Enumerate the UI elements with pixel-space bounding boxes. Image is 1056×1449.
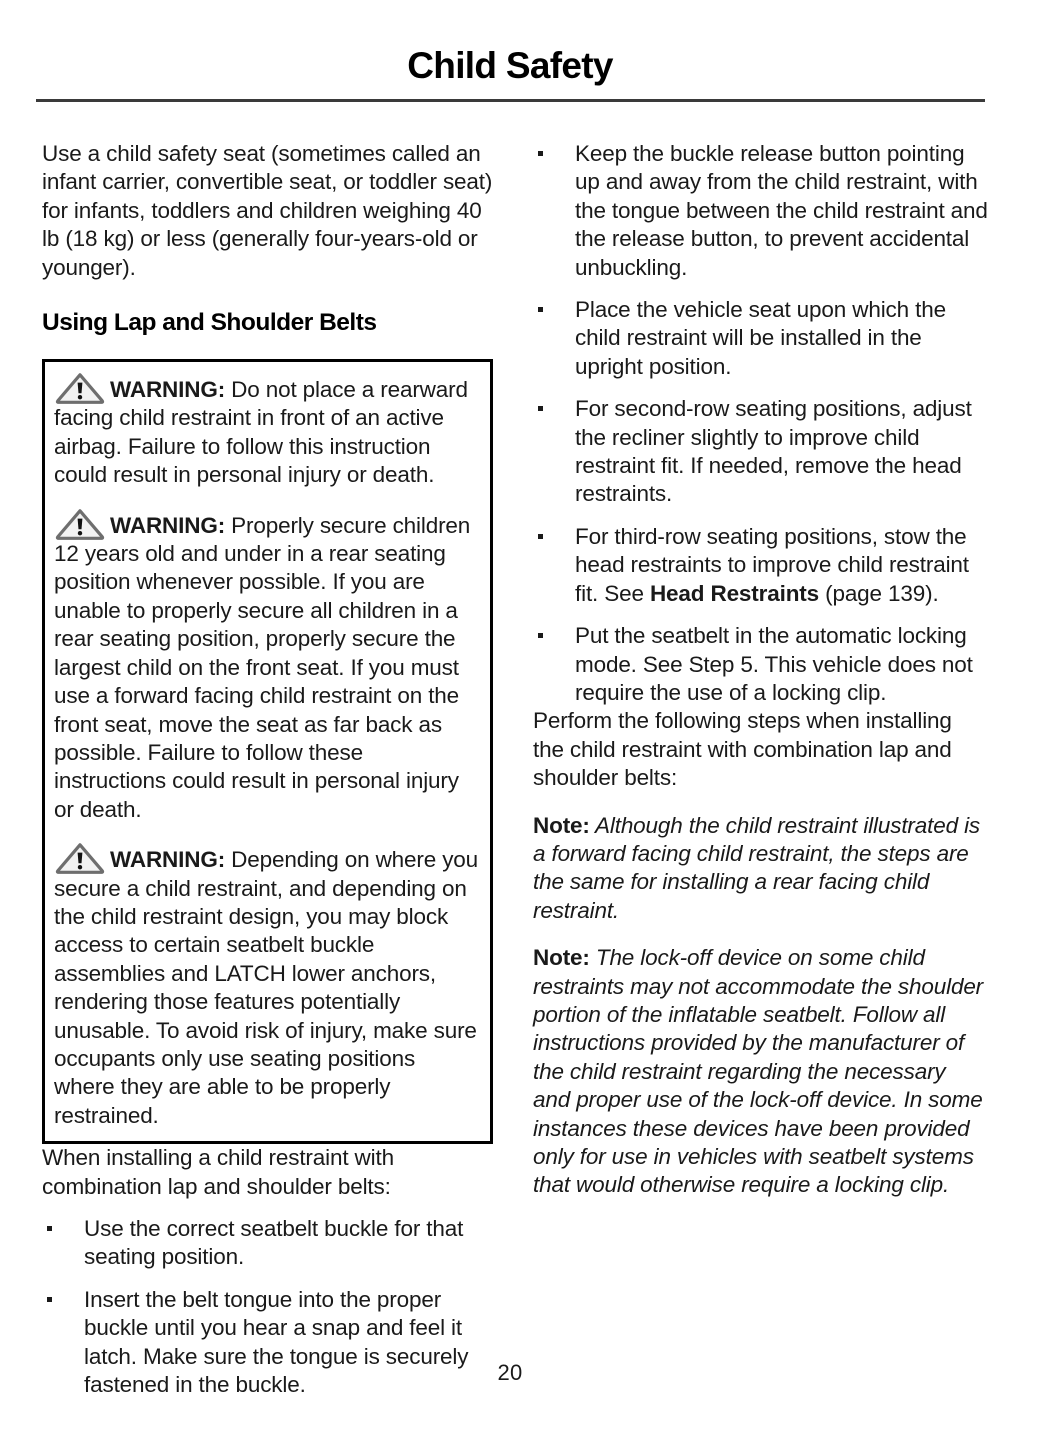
left-column [42,140,497,1399]
list-item-text: Insert the belt tongue into the proper buckle until you hear a snap and feel it latch. Make sure the tongue is securely fastened in the buckle. [84,1286,469,1398]
installing-paragraph: When installing a child restraint with combination lap and shoulder belts: [42,1145,394,1199]
bullet-marker-icon [538,534,543,539]
cross-reference-head-restraints[interactable]: Head Restraints [649,580,820,606]
note-forward-facing [533,812,988,926]
note-text: The lock-off device on some child restraints may not accommodate the shoulder portion of the inflatable seatbelt. Follow all instructions provided by the manufacturer of the child restraint regarding the necessary and proper use of the lock-off device. In some instances these devices have been provided only for use in vehicles with seatbelt systems that would otherwise require a locking clip. [533,945,984,1198]
bullet-marker-icon [47,1297,52,1302]
page-footer [0,1360,1020,1386]
warning-label: WARNING: [110,847,226,873]
warning-triangle-icon [54,508,108,540]
list-item-text-suffix: (page 139). [819,580,939,606]
note-label: Note: [533,812,590,838]
warning-text: Depending on where you secure a child restraint, and depending on the child restraint design, you may block access to certain seatbelt buckle assemblies and LATCH lower anchors, rendering those features potentially unusable. To avoid risk of injury, make sure occupants only use seating positions where they are able to be properly restrained. [54,847,479,1128]
section-heading-using-lap-and-shoulder-belts: Using Lap and Shoulder Belts [42,309,377,337]
note-text: Although the child restraint illustrated is a forward facing child restraint, the steps are the same for installing a rear facing child restraint. [533,812,981,923]
bullet-marker-icon [538,633,543,638]
list-item [533,622,988,707]
header-divider [36,99,985,102]
note-label: Note: [533,945,590,971]
warning-box [42,359,493,1144]
list-item-text: Place the vehicle seat upon which the child restraint will be installed in the upright position. [575,297,946,379]
list-item [533,395,988,509]
warning-text: Do not place a rearward facing child restraint in front of an active airbag. Failure to follow this instruction could result in personal injury or death. [54,377,468,488]
list-item [533,296,988,381]
bullet-marker-icon [538,406,543,411]
page-number: 20 [497,1360,523,1385]
intro-paragraph: Use a child safety seat (sometimes called an infant carrier, convertible seat, or toddler seat) for infants, toddlers and children weighing 40 lb (18 kg) or less (generally four-years-old or younger). [42,141,493,280]
bullet-marker-icon [47,1226,52,1231]
list-item [533,140,988,282]
list-item [42,1215,497,1272]
list-item-text: For second-row seating positions, adjust the recliner slightly to improve child restraint fit. If needed, remove the head restraints. [575,396,972,507]
list-item-text: Use the correct seatbelt buckle for that seating position. [84,1216,464,1270]
perform-steps-paragraph: Perform the following steps when installing the child restraint with combination lap and shoulder belts: [533,708,952,791]
page-title: Child Safety [407,45,613,86]
warning-item [54,508,481,824]
bullet-marker-icon [538,307,543,312]
list-item-text: Put the seatbelt in the automatic locking mode. See Step 5. This vehicle does not require the use of a locking clip. [575,623,973,705]
warning-triangle-icon [54,372,108,404]
list-item-text-prefix: For third-row seating positions, stow the head restraints to improve child restraint fit. See [575,523,969,606]
bullet-marker-icon [538,151,543,156]
warning-triangle-icon [54,842,108,874]
list-item-text: Keep the buckle release button pointing up and away from the child restraint, with the tongue between the child restraint and the release button, to prevent accidental unbuckling. [575,141,988,280]
warning-label: WARNING: [110,377,226,403]
right-bullet-list [533,140,988,707]
list-item-head-restraints [533,523,988,608]
warning-label: WARNING: [110,512,226,538]
warning-item [54,372,481,490]
warning-text: Properly secure children 12 years old and under in a rear seating position whenever possible. If you are unable to properly secure all children in a rear seating position, properly secure the largest child on the front seat. If you must use a forward facing child restraint on the front seat, move the seat as far back as possible. Failure to follow these instructions could result in personal injury or death. [54,512,471,822]
warning-item [54,842,481,1130]
right-column [533,140,988,1200]
note-lock-off-device [533,944,988,1200]
page-header [0,0,1056,104]
